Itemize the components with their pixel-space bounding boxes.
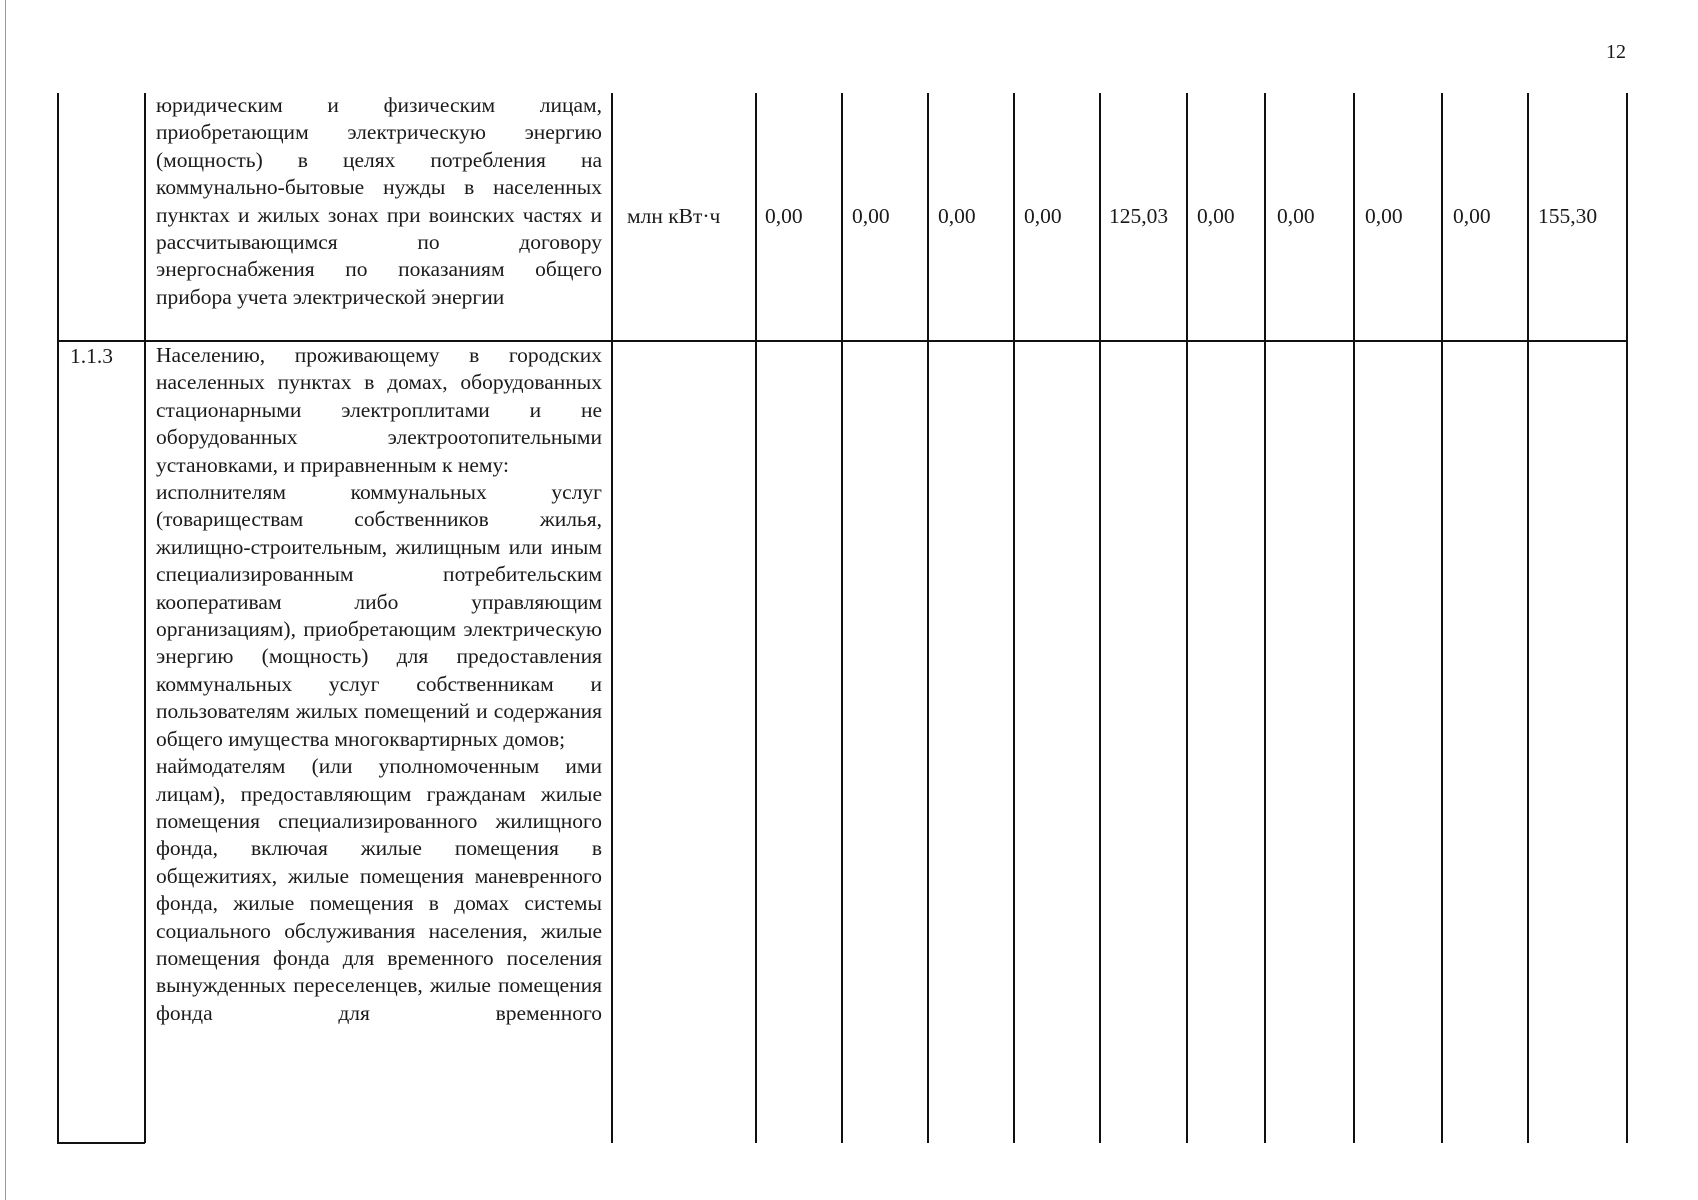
col-border <box>927 93 929 1143</box>
description-paragraph: юридическим и физическим лицам, приобретающим электрическую энергию (мощность) в целях потребления на коммунально-бытовые нужды в населенных пунктах и жилых зонах при воинских частях и рассчитывающимся по договору энергоснабжения по показаниям общего прибора учета электрической энергии <box>156 93 602 309</box>
value-cell: 0,00 <box>938 204 976 228</box>
col-border <box>1626 93 1628 1143</box>
value-cell: 0,00 <box>1365 204 1403 228</box>
col-border <box>1099 93 1101 1143</box>
col-border <box>841 93 843 1143</box>
description-paragraph: исполнителям коммунальных услуг (товариществам собственников жилья, жилищно-строительным, жилищным или иным специализированным потребительским кооперативам либо управляющим организациям), приобретающим электрическую энергию (мощность) для предоставления коммунальных услуг собственникам и пользователям жилых помещений и содержания общего имущества многоквартирных домов; <box>156 480 602 751</box>
value-cell: 0,00 <box>1453 204 1491 228</box>
unit-cell: млн кВт·ч <box>627 204 721 228</box>
value-cell: 0,00 <box>1024 204 1062 228</box>
value-cell: 0,00 <box>1277 204 1315 228</box>
col-border <box>1186 93 1188 1143</box>
row-description <box>156 342 602 1027</box>
description-paragraph: Населению, проживающему в городских населенных пунктах в домах, оборудованных стационарными электроплитами и не оборудованных электроотопительными установками, и приравненным к нему: <box>156 343 602 477</box>
value-cell: 0,00 <box>852 204 890 228</box>
row-description <box>156 92 602 311</box>
col-border <box>1527 93 1529 1143</box>
value-cell: 155,30 <box>1538 204 1598 228</box>
description-paragraph: наймодателям (или уполномоченным ими лицам), предоставляющим гражданам жилые помещения специализированного жилищного фонда, включая жилые помещения в общежитиях, жилые помещения маневренного фонда, жилые помещения в домах системы социального обслуживания населения, жилые помещения фонда для временного поселения вынужденных переселенцев, жилые помещения фонда для временного <box>156 754 602 1025</box>
value-cell: 0,00 <box>1197 204 1235 228</box>
row-border <box>57 1142 145 1144</box>
col-border <box>57 93 59 1143</box>
value-cell: 125,03 <box>1109 204 1169 228</box>
col-border <box>144 93 146 1143</box>
page-number: 12 <box>1606 41 1626 63</box>
col-border <box>1353 93 1355 1143</box>
col-border <box>755 93 757 1143</box>
value-cell: 0,00 <box>765 204 803 228</box>
row-code: 1.1.3 <box>70 344 113 368</box>
col-border <box>1441 93 1443 1143</box>
col-border <box>1013 93 1015 1143</box>
col-border <box>1264 93 1266 1143</box>
col-border <box>611 93 613 1143</box>
